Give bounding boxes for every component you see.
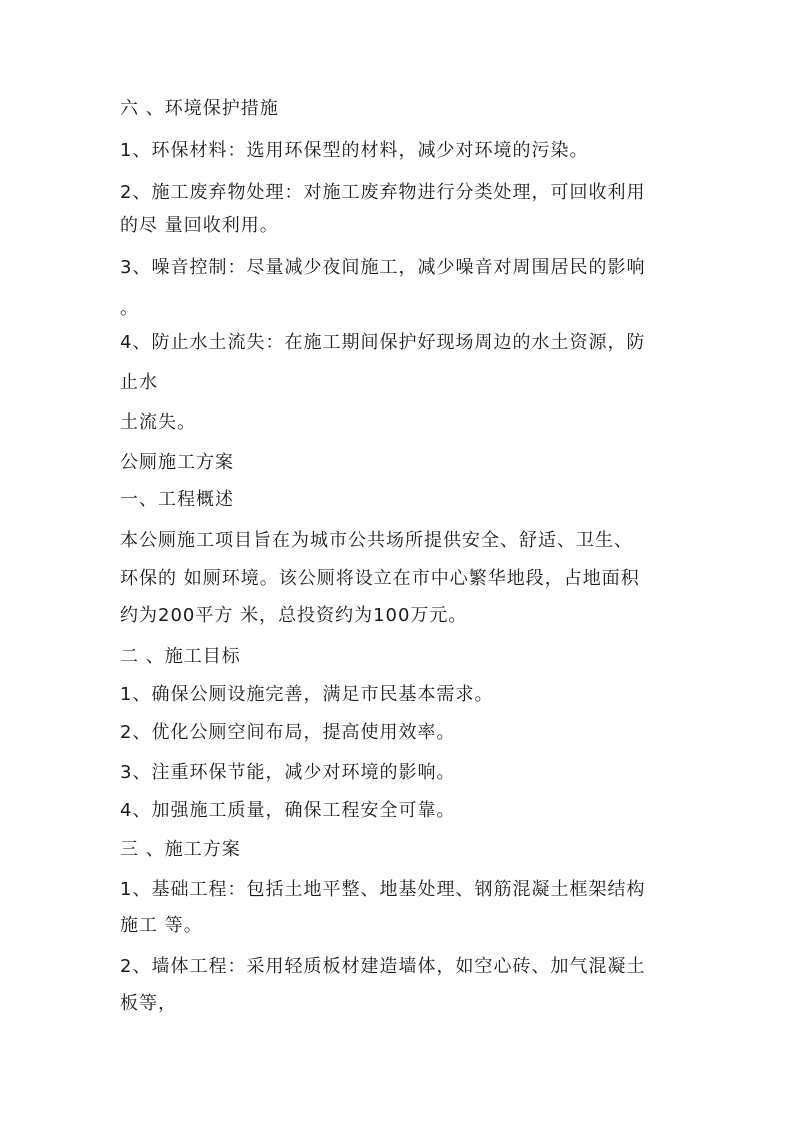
text-line: 约为200平方 米，总投资约为100万元。 <box>120 605 468 626</box>
text-line: 3、注重环保节能，减少对环境的影响。 <box>120 762 456 783</box>
text-line: 2、墙体工程：采用轻质板材建造墙体，如空心砖、加气混凝土 <box>120 956 646 977</box>
text-line: 2、施工废弃物处理：对施工废弃物进行分类处理，可回收利用 <box>120 182 646 203</box>
text-line: 4、防止水土流失：在施工期间保护好现场周边的水土资源，防 <box>120 332 646 353</box>
text-line: 4、加强施工质量，确保工程安全可靠。 <box>120 800 456 821</box>
section-heading-plan: 三 、施工方案 <box>120 839 241 860</box>
text-line: 板等， <box>120 993 177 1014</box>
text-line: 1、确保公厕设施完善，满足市民基本需求。 <box>120 684 494 705</box>
text-line: 本公厕施工项目旨在为城市公共场所提供安全、舒适、卫生、 <box>120 530 633 551</box>
section-heading-goals: 二 、施工目标 <box>120 646 241 667</box>
text-line: 止水 <box>120 372 158 393</box>
text-line: 环保的 如厕环境。该公厕将设立在市中心繁华地段，占地面积 <box>120 568 640 589</box>
document-title: 公厕施工方案 <box>120 452 234 473</box>
text-line: 1、环保材料：选用环保型的材料，减少对环境的污染。 <box>120 140 589 161</box>
section-heading-overview: 一、工程概述 <box>120 489 234 510</box>
text-line: 。 <box>120 298 139 319</box>
text-line: 2、优化公厕空间布局，提高使用效率。 <box>120 722 456 743</box>
text-line: 的尽 量回收利用。 <box>120 215 279 236</box>
text-line: 1、基础工程：包括土地平整、地基处理、钢筋混凝土框架结构 <box>120 879 646 900</box>
text-line: 土流失。 <box>120 412 196 433</box>
text-line: 施工 等。 <box>120 915 203 936</box>
section-heading-environment: 六 、环境保护措施 <box>120 98 279 119</box>
text-line: 3、噪音控制：尽量减少夜间施工，减少噪音对周围居民的影响 <box>120 257 646 278</box>
